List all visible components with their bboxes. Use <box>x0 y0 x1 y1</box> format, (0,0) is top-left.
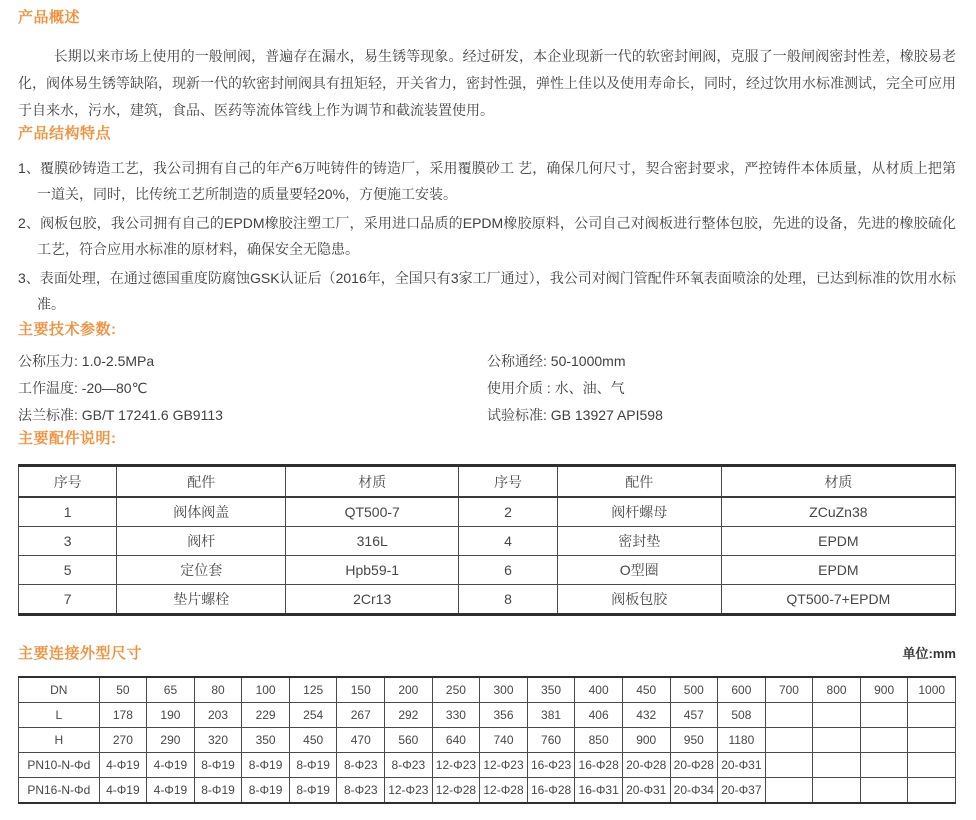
table-cell: 8-Φ19 <box>289 778 337 804</box>
table-cell: 5 <box>19 556 117 585</box>
table-cell: EPDM <box>721 527 955 556</box>
table-cell: 320 <box>194 728 242 753</box>
dims-heading-row <box>18 643 956 664</box>
table-cell: 381 <box>527 703 575 728</box>
table-cell: 740 <box>480 728 528 753</box>
table-cell: 267 <box>337 703 385 728</box>
table-cell: 270 <box>99 728 147 753</box>
dimensions-table <box>18 676 956 804</box>
table-cell: 16-Φ28 <box>527 778 575 804</box>
section-heading-dimensions: 主要连接外型尺寸 <box>18 645 143 662</box>
param-line: 试验标准: GB 13927 API598 <box>487 407 663 423</box>
feature-item: 2、阀板包胶，我公司拥有自己的EPDM橡胶注塑工厂，采用进口品质的EPDM橡胶原料，公司自己对阀板进行整体包胶，先进的设备，先进的橡胶硫化工艺，符合应用水标准的原材料，确保安全无隐患。 <box>18 215 956 257</box>
table-cell: 432 <box>622 703 670 728</box>
param-line: 工作温度: -20—80℃ <box>18 380 148 396</box>
table-cell: 356 <box>480 703 528 728</box>
overview-paragraph: 长期以来市场上使用的一般闸阀，普遍存在漏水，易生锈等现象。经过研发，本企业现新一代的软密封闸阀，克服了一般闸阀密封性差，橡胶易老化，阀体易生锈等缺陷，现新一代的软密封闸阀具有扭矩轻，开关省力，密封性强，弹性上佳以及使用寿命长，同时，经过饮用水标准测试，完全可应用于自来水，污水，建筑，食品、医药等流体管线上作为调节和截流装置使用。 <box>18 48 956 118</box>
table-cell: 900 <box>860 677 908 703</box>
row-header: DN <box>19 677 100 703</box>
dims-table-row <box>19 703 956 728</box>
table-cell: 800 <box>813 677 861 703</box>
table-cell <box>860 753 908 778</box>
table-cell: 65 <box>147 677 195 703</box>
param-line: 公称压力: 1.0-2.5MPa <box>18 353 155 369</box>
row-header: L <box>19 703 100 728</box>
table-cell: 450 <box>289 728 337 753</box>
table-cell: 20-Φ28 <box>670 753 718 778</box>
table-cell: 12-Φ23 <box>480 753 528 778</box>
table-cell: 560 <box>385 728 433 753</box>
table-cell: 12-Φ28 <box>432 778 480 804</box>
table-cell: 定位套 <box>117 556 286 585</box>
table-cell: 406 <box>575 703 623 728</box>
row-header: PN10-N-Φd <box>19 753 100 778</box>
table-cell: 16-Φ28 <box>575 753 623 778</box>
table-cell: 300 <box>480 677 528 703</box>
table-cell <box>765 778 813 804</box>
table-cell: O型圈 <box>557 556 721 585</box>
table-cell: 阀板包胶 <box>557 585 721 615</box>
row-header: PN16-N-Φd <box>19 778 100 804</box>
param-line: 法兰标准: GB/T 17241.6 GB9113 <box>18 407 223 423</box>
table-cell: 垫片螺栓 <box>117 585 286 615</box>
table-cell: 12-Φ23 <box>385 778 433 804</box>
table-cell: 760 <box>527 728 575 753</box>
table-cell: 292 <box>385 703 433 728</box>
table-cell: Hpb59-1 <box>286 556 459 585</box>
table-cell: 330 <box>432 703 480 728</box>
table-cell: 12-Φ23 <box>432 753 480 778</box>
table-cell <box>765 753 813 778</box>
column-header: 配件 <box>557 466 721 498</box>
table-cell: 4 <box>459 527 557 556</box>
table-cell: 850 <box>575 728 623 753</box>
table-cell: 80 <box>194 677 242 703</box>
table-cell: 20-Φ28 <box>622 753 670 778</box>
table-cell: 8 <box>459 585 557 615</box>
table-cell: 8-Φ19 <box>289 753 337 778</box>
table-cell: 950 <box>670 728 718 753</box>
table-cell: 290 <box>147 728 195 753</box>
parts-table-row <box>19 527 956 556</box>
column-header: 材质 <box>721 466 955 498</box>
table-cell: 2 <box>459 497 557 527</box>
table-cell: 1 <box>19 497 117 527</box>
table-cell: 350 <box>527 677 575 703</box>
table-cell: 400 <box>575 677 623 703</box>
table-cell: QT500-7 <box>286 497 459 527</box>
table-cell: 8-Φ19 <box>194 778 242 804</box>
table-cell: 200 <box>385 677 433 703</box>
table-cell: 640 <box>432 728 480 753</box>
parts-table-header-row <box>19 466 956 498</box>
dims-table-row <box>19 728 956 753</box>
table-cell: 8-Φ19 <box>242 778 290 804</box>
section-heading-overview: 产品概述 <box>18 9 81 26</box>
table-cell: 900 <box>622 728 670 753</box>
table-cell <box>860 703 908 728</box>
table-cell: 2Cr13 <box>286 585 459 615</box>
section-heading-tech-params: 主要技术参数: <box>18 321 117 338</box>
table-cell: 470 <box>337 728 385 753</box>
table-cell: 203 <box>194 703 242 728</box>
table-cell <box>813 753 861 778</box>
table-cell: 3 <box>19 527 117 556</box>
table-cell: EPDM <box>721 556 955 585</box>
dims-unit-label: 单位:mm <box>902 646 956 661</box>
table-cell: 1000 <box>908 677 956 703</box>
table-cell: 阀杆 <box>117 527 286 556</box>
dims-table-row <box>19 778 956 804</box>
table-cell: 阀体阀盖 <box>117 497 286 527</box>
table-cell <box>860 728 908 753</box>
tech-params <box>18 348 956 429</box>
table-cell: ZCuZn38 <box>721 497 955 527</box>
table-cell <box>860 778 908 804</box>
table-cell: 8-Φ23 <box>385 753 433 778</box>
table-cell: 4-Φ19 <box>147 753 195 778</box>
table-cell <box>813 728 861 753</box>
parts-table-row <box>19 497 956 527</box>
table-cell: 20-Φ34 <box>670 778 718 804</box>
table-cell: 16-Φ23 <box>527 753 575 778</box>
table-cell: 125 <box>289 677 337 703</box>
dims-table-row <box>19 753 956 778</box>
dims-table-header-row <box>19 677 956 703</box>
table-cell: 8-Φ23 <box>337 753 385 778</box>
parts-table-row <box>19 556 956 585</box>
table-cell: 8-Φ19 <box>242 753 290 778</box>
table-cell: 250 <box>432 677 480 703</box>
table-cell: 254 <box>289 703 337 728</box>
column-header: 配件 <box>117 466 286 498</box>
table-cell: 16-Φ31 <box>575 778 623 804</box>
table-cell: 150 <box>337 677 385 703</box>
table-cell: 700 <box>765 677 813 703</box>
table-cell: 7 <box>19 585 117 615</box>
table-cell: 50 <box>99 677 147 703</box>
table-cell: 229 <box>242 703 290 728</box>
table-cell: QT500-7+EPDM <box>721 585 955 615</box>
table-cell: 6 <box>459 556 557 585</box>
table-cell: 4-Φ19 <box>99 753 147 778</box>
table-cell: 1180 <box>718 728 766 753</box>
table-cell <box>908 753 956 778</box>
table-cell: 600 <box>718 677 766 703</box>
table-cell: 4-Φ19 <box>99 778 147 804</box>
feature-item: 3、表面处理，在通过德国重度防腐蚀GSK认证后（2016年，全国只有3家工厂通过），我公司对阀门管配件环氧表面喷涂的处理，已达到标准的饮用水标准。 <box>18 270 956 312</box>
table-cell <box>908 778 956 804</box>
row-header: H <box>19 728 100 753</box>
section-heading-parts: 主要配件说明: <box>18 430 117 447</box>
table-cell: 190 <box>147 703 195 728</box>
table-cell: 100 <box>242 677 290 703</box>
table-cell: 457 <box>670 703 718 728</box>
section-heading-features: 产品结构特点 <box>18 125 112 142</box>
table-cell: 500 <box>670 677 718 703</box>
table-cell: 508 <box>718 703 766 728</box>
parts-table <box>18 464 956 616</box>
table-cell: 316L <box>286 527 459 556</box>
table-cell: 450 <box>622 677 670 703</box>
parts-table-row <box>19 585 956 615</box>
table-cell <box>813 778 861 804</box>
param-line: 公称通经: 50-1000mm <box>487 353 626 369</box>
table-cell <box>908 703 956 728</box>
table-cell: 20-Φ31 <box>622 778 670 804</box>
table-cell <box>765 703 813 728</box>
table-cell: 350 <box>242 728 290 753</box>
param-line: 使用介质 : 水、油、气 <box>487 380 625 396</box>
tech-params-right-column <box>487 348 956 429</box>
column-header: 序号 <box>19 466 117 498</box>
table-cell <box>908 728 956 753</box>
table-cell: 8-Φ23 <box>337 778 385 804</box>
table-cell: 4-Φ19 <box>147 778 195 804</box>
table-cell: 178 <box>99 703 147 728</box>
table-cell: 阀杆螺母 <box>557 497 721 527</box>
tech-params-left-column <box>18 348 487 429</box>
table-cell <box>765 728 813 753</box>
table-cell: 密封垫 <box>557 527 721 556</box>
table-cell: 12-Φ28 <box>480 778 528 804</box>
column-header: 材质 <box>286 466 459 498</box>
features-list <box>18 155 956 317</box>
table-cell: 8-Φ19 <box>194 753 242 778</box>
table-cell: 20-Φ37 <box>718 778 766 804</box>
table-cell <box>813 703 861 728</box>
column-header: 序号 <box>459 466 557 498</box>
table-cell: 20-Φ31 <box>718 753 766 778</box>
feature-item: 1、覆膜砂铸造工艺，我公司拥有自己的年产6万吨铸件的铸造厂，采用覆膜砂工 艺，确保几何尺寸，契合密封要求，严控铸件本体质量，从材质上把第一道关，同时，比传统工艺所制造的质量要轻20%，方便施工安装。 <box>18 160 956 202</box>
